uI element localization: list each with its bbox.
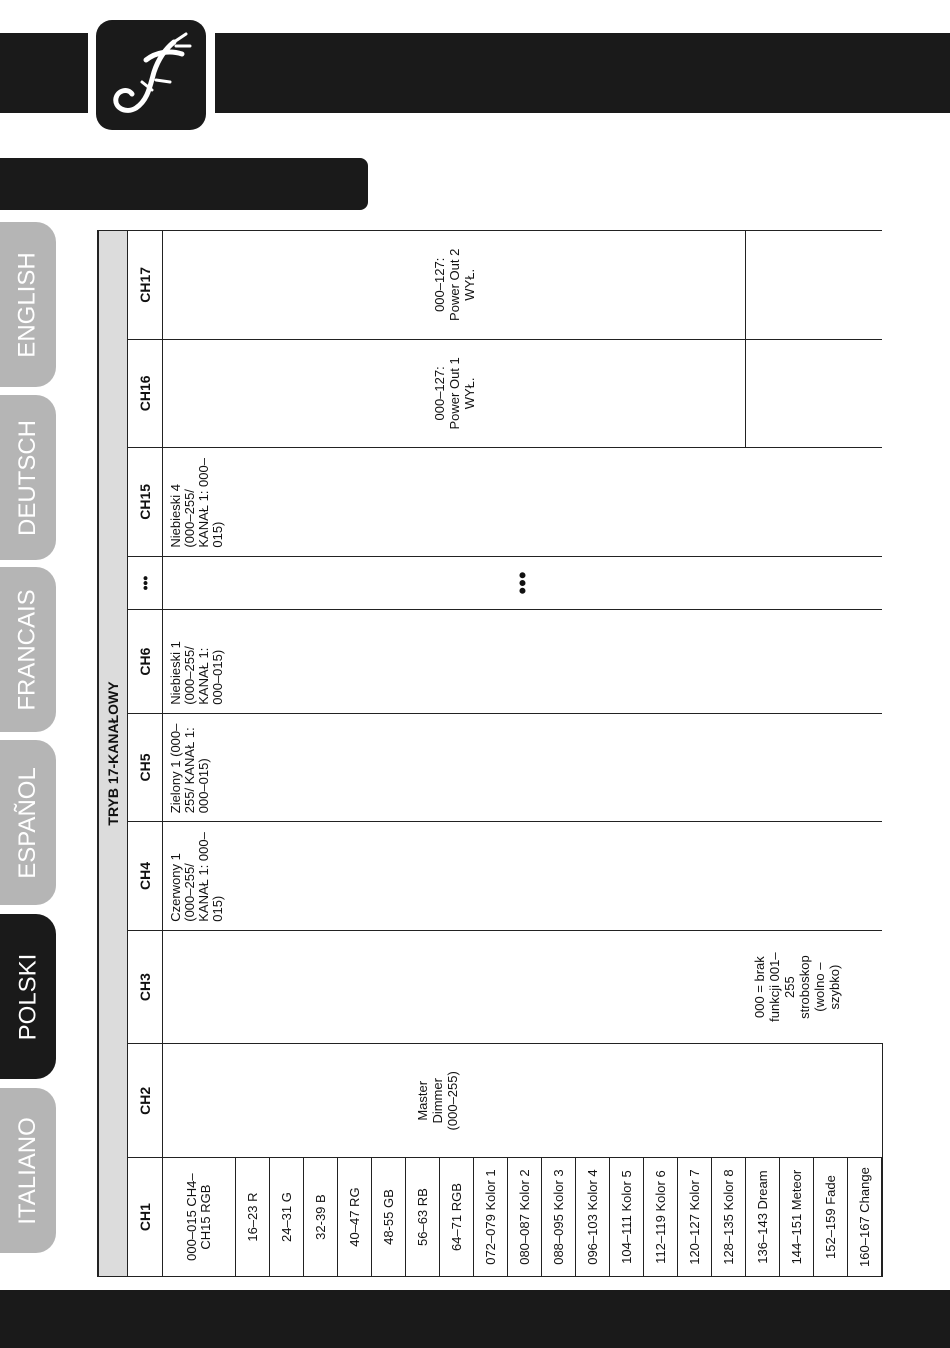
ch1-value: 120–127 Kolor 7 <box>678 1158 712 1277</box>
ch16-power-out: 000–127: Power Out 1 WYŁ. <box>163 339 746 448</box>
ch17-lower-empty <box>746 231 883 340</box>
tab-label: ENGLISH <box>14 251 41 358</box>
ch1-value: 136–143 Dream <box>746 1158 780 1277</box>
ch2-lower-empty <box>712 1044 883 1158</box>
ch4-red: Czerwony 1 (000–255/ KANAŁ 1: 000–015) <box>163 822 883 931</box>
ch3-upper-empty <box>163 930 712 1044</box>
tab-english[interactable] <box>0 222 56 387</box>
ch3-strobe: 000 = brak funkcji 001–255 stroboskop (wolno – szybko) <box>712 930 883 1044</box>
ellipsis-dots: ••• <box>509 571 535 595</box>
header-ch16: CH16 <box>128 339 163 448</box>
ch1-value: 24–31 G <box>270 1158 304 1277</box>
header-ch6: CH6 <box>128 610 163 713</box>
ch1-value: 56–63 RB <box>406 1158 440 1277</box>
ch1-value: 152–159 Fade <box>814 1158 848 1277</box>
dmx-channel-table <box>97 230 897 1277</box>
tab-deutsch[interactable] <box>0 395 56 560</box>
top-banner-left <box>0 33 88 113</box>
tab-label: ITALIANO <box>14 1116 42 1225</box>
ch6-blue: Niebieski 1 (000–255/ KANAŁ 1: 000–015) <box>163 610 883 713</box>
tab-francais[interactable] <box>0 567 56 732</box>
ch1-value: 32-39 B <box>304 1158 338 1277</box>
brand-logo <box>96 20 206 130</box>
ch1-value: 072–079 Kolor 1 <box>474 1158 508 1277</box>
ch5-green: Zielony 1 (000–255/ KANAŁ 1: 000–015) <box>163 713 883 822</box>
header-ch4: CH4 <box>128 822 163 931</box>
header-dots: ••• <box>128 556 163 610</box>
ch1-value: 080–087 Kolor 2 <box>508 1158 542 1277</box>
ch1-value: 64–71 RGB <box>440 1158 474 1277</box>
ch1-value: 144–151 Meteor <box>780 1158 814 1277</box>
ch17-power-out: 000–127: Power Out 2 WYŁ. <box>163 231 746 340</box>
ch15-blue: Niebieski 4 (000–255/ KANAŁ 1: 000–015) <box>163 448 883 557</box>
header-ch3: CH3 <box>128 930 163 1044</box>
ch1-value: 000–015 CH4–CH15 RGB <box>163 1158 236 1277</box>
header-ch17: CH17 <box>128 231 163 340</box>
ch2-master-dimmer: Master Dimmer (000–255) <box>163 1044 712 1158</box>
lizard-logo-icon <box>96 20 206 130</box>
ellipsis-column <box>163 556 883 610</box>
tab-polski[interactable] <box>0 914 56 1079</box>
ch1-value: 40–47 RG <box>338 1158 372 1277</box>
ch1-value: 112–119 Kolor 6 <box>644 1158 678 1277</box>
header-ch2: CH2 <box>128 1044 163 1158</box>
ch1-value: 48-55 GB <box>372 1158 406 1277</box>
tab-espanol[interactable] <box>0 740 56 905</box>
tab-label: DEUTSCH <box>14 419 42 536</box>
ch1-value: 160–167 Change <box>848 1158 883 1277</box>
top-banner-right <box>215 33 950 113</box>
ch1-value: 16–23 R <box>236 1158 270 1277</box>
tab-label: ESPAÑOL <box>14 766 42 879</box>
ch1-value: 096–103 Kolor 4 <box>576 1158 610 1277</box>
table-title: TRYB 17-KANAŁOWY <box>98 231 128 1277</box>
tab-italiano[interactable] <box>0 1088 56 1253</box>
tab-label: FRANCAIS <box>14 588 42 711</box>
header-ch5: CH5 <box>128 713 163 822</box>
tab-label: POLSKI <box>14 953 41 1040</box>
ch1-value: 104–111 Kolor 5 <box>610 1158 644 1277</box>
section-header-bar <box>0 158 368 210</box>
header-ch1: CH1 <box>128 1158 163 1277</box>
header-ch15: CH15 <box>128 448 163 557</box>
bottom-banner <box>0 1290 950 1348</box>
ch1-value: 088–095 Kolor 3 <box>542 1158 576 1277</box>
ch1-value: 128–135 Kolor 8 <box>712 1158 746 1277</box>
ch16-lower-empty <box>746 339 883 448</box>
